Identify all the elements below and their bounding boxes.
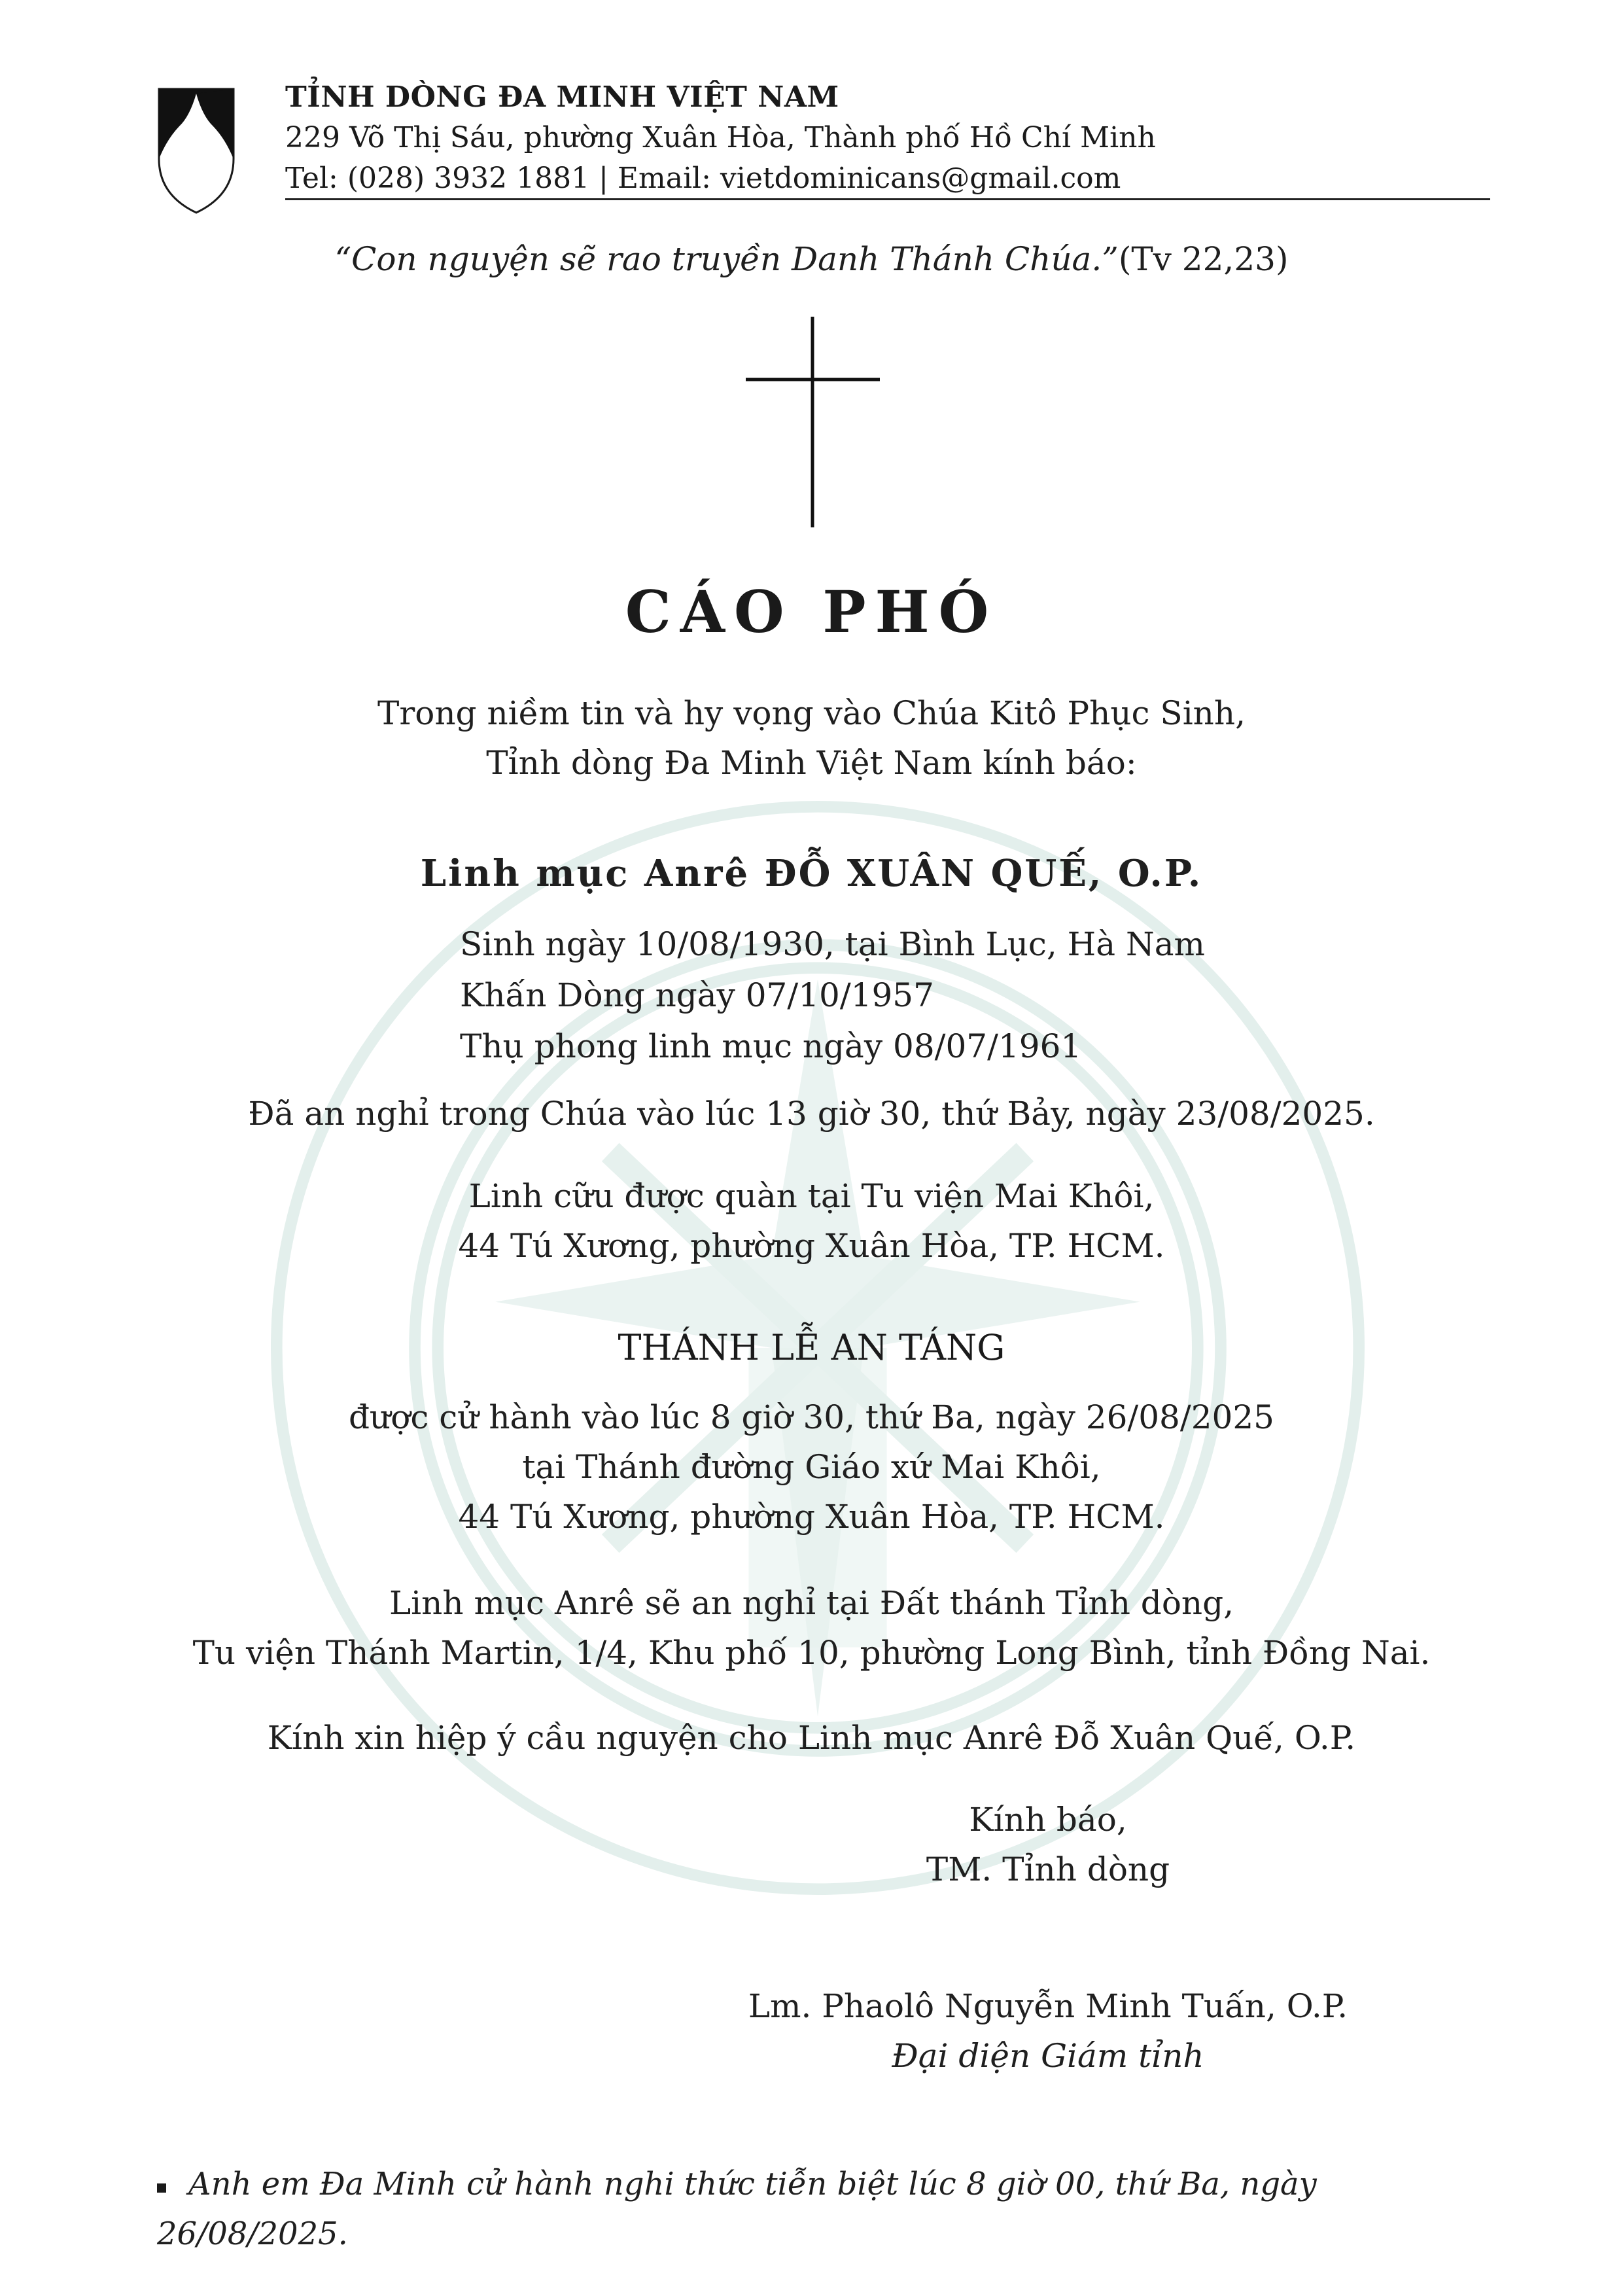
regards-line: Kính báo, [969, 1801, 1127, 1839]
organization-header [285, 77, 1489, 199]
funeral-mass-title: THÁNH LỄ AN TÁNG [618, 1327, 1005, 1368]
deceased-facts [460, 919, 1245, 1072]
dominican-shield-icon [157, 87, 236, 215]
footnote [157, 2159, 1492, 2259]
latin-cross-icon [746, 317, 880, 527]
quote-text: “Con nguyện sẽ rao truyền Danh Thánh Chúa.” [334, 240, 1119, 278]
prayer-request: Kính xin hiệp ý cầu nguyện cho Linh mục Anrê Đỗ Xuân Quế, O.P. [267, 1719, 1356, 1757]
signer-name: Lm. Phaolô Nguyễn Minh Tuấn, O.P. [748, 1987, 1348, 2025]
deceased-name: Linh mục Anrê ĐỖ XUÂN QUẾ, O.P. [420, 852, 1203, 895]
intro-line: Trong niềm tin và hy vọng vào Chúa Kitô Phục Sinh, [377, 694, 1246, 732]
burial-line: Tu viện Thánh Martin, 1/4, Khu phố 10, phường Long Bình, tỉnh Đồng Nai. [192, 1634, 1431, 1672]
header-divider [285, 198, 1490, 200]
intro-text [0, 688, 1623, 788]
fact-birth: Sinh ngày 10/08/1930, tại Bình Lục, Hà Nam [460, 925, 1205, 963]
signer-role: Đại diện Giám tỉnh [892, 2037, 1204, 2075]
passing-notice: Đã an nghỉ trong Chúa vào lúc 13 giờ 30, thứ Bảy, ngày 23/08/2025. [248, 1095, 1375, 1133]
scripture-quote [0, 234, 1623, 284]
organization-name: TỈNH DÒNG ĐA MINH VIỆT NAM [285, 80, 839, 114]
bullet-icon [157, 2183, 166, 2193]
mass-line: 44 Tú Xương, phường Xuân Hòa, TP. HCM. [458, 1498, 1165, 1536]
wake-line: Linh cữu được quàn tại Tu viện Mai Khôi, [468, 1177, 1155, 1215]
funeral-mass-details [0, 1392, 1623, 1542]
intro-line: Tỉnh dòng Đa Minh Việt Nam kính báo: [486, 744, 1137, 782]
footnote-text: Anh em Đa Minh cử hành nghi thức tiễn biệt lúc 8 giờ 00, thứ Ba, ngày 26/08/2025. [157, 2166, 1317, 2252]
burial-line: Linh mục Anrê sẽ an nghỉ tại Đất thánh Tỉnh dòng, [389, 1584, 1234, 1622]
mass-line: tại Thánh đường Giáo xứ Mai Khôi, [522, 1448, 1101, 1486]
mass-line: được cử hành vào lúc 8 giờ 30, thứ Ba, ngày 26/08/2025 [349, 1398, 1274, 1436]
burial-location [0, 1578, 1623, 1678]
on-behalf-line: TM. Tỉnh dòng [926, 1850, 1170, 1888]
fact-vows: Khấn Dòng ngày 07/10/1957 [460, 976, 934, 1014]
wake-line: 44 Tú Xương, phường Xuân Hòa, TP. HCM. [458, 1227, 1165, 1265]
wake-location [0, 1171, 1623, 1271]
page-title: CÁO PHÓ [625, 578, 998, 646]
closing-regards [852, 1795, 1244, 1894]
organization-contact: Tel: (028) 3932 1881 | Email: vietdominicans@gmail.com [285, 162, 1121, 195]
signature-block [721, 1981, 1375, 2081]
quote-reference: (Tv 22,23) [1118, 240, 1289, 278]
organization-address: 229 Võ Thị Sáu, phường Xuân Hòa, Thành phố Hồ Chí Minh [285, 121, 1156, 154]
fact-ordination: Thụ phong linh mục ngày 08/07/1961 [460, 1027, 1082, 1065]
